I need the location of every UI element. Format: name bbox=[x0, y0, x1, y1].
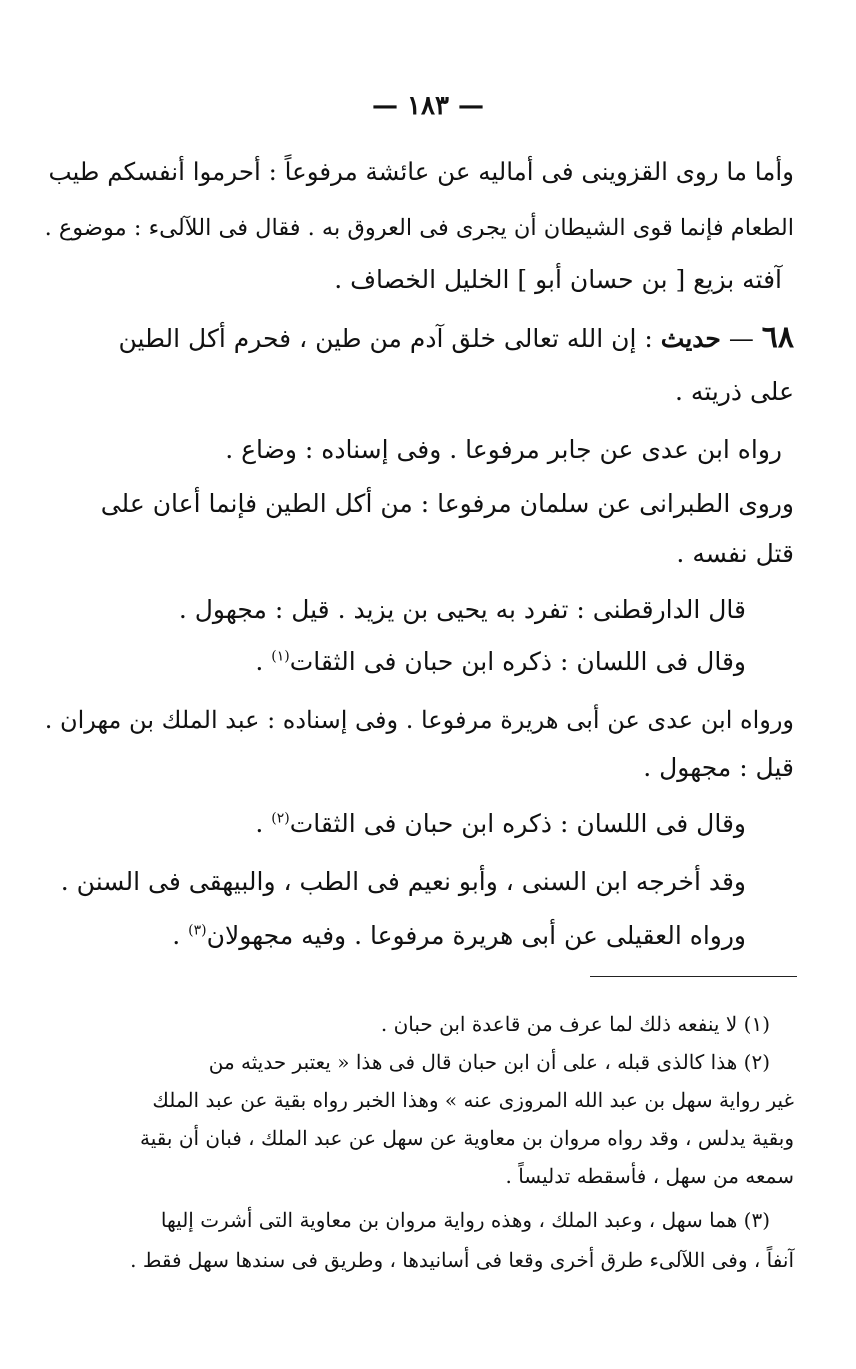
body-line-10 bbox=[255, 644, 746, 680]
body-line-11: ورواه ابن عدى عن أبى هريرة مرفوعا . وفى إسناده : عبد الملك بن مهران . bbox=[44, 706, 794, 734]
page-number: — ١٨٣ — bbox=[371, 91, 485, 121]
body-line-15-end: . bbox=[172, 921, 181, 950]
footnote-line-2: (٢) هذا كالذى قبله ، على أن ابن حبان قال فى هذا « يعتبر حديثه من bbox=[208, 1050, 770, 1074]
body-line-9: قال الدارقطنى : تفرد به يحيى بن يزيد . قيل : مجهول . bbox=[178, 595, 746, 624]
body-line-15-text: ورواه العقيلى عن أبى هريرة مرفوعا . وفيه مجهولان bbox=[206, 921, 746, 950]
hadith-dash: — bbox=[728, 324, 754, 353]
body-line-10-end: . bbox=[255, 647, 264, 676]
body-line-14: وقد أخرجه ابن السنى ، وأبو نعيم فى الطب ، والبيهقى فى السنن . bbox=[60, 867, 746, 896]
footnote-line-3: غير رواية سهل بن عبد الله المروزى عنه » وهذا الخبر رواه بقية عن عبد الملك bbox=[152, 1088, 794, 1112]
footnote-ref-2: (٢) bbox=[271, 810, 290, 827]
hadith-text: : إن الله تعالى خلق آدم من طين ، فحرم أكل الطين bbox=[118, 324, 653, 353]
footnote-ref-1: (١) bbox=[271, 648, 290, 665]
body-line-13 bbox=[255, 806, 746, 842]
body-line-8: قتل نفسه . bbox=[676, 539, 794, 568]
footnote-ref-3: (٣) bbox=[188, 922, 207, 939]
body-line-15 bbox=[172, 918, 746, 954]
body-line-12: قيل : مجهول . bbox=[643, 753, 794, 782]
body-line-13-text: وقال فى اللسان : ذكره ابن حبان فى الثقات bbox=[289, 809, 746, 838]
body-line-7: وروى الطبرانى عن سلمان مرفوعا : من أكل الطين فإنما أعان على bbox=[100, 489, 794, 518]
body-line-1: وأما ما روى القزوينى فى أماليه عن عائشة مرفوعاً : أحرموا أنفسكم طيب bbox=[48, 157, 794, 186]
body-line-2: الطعام فإنما قوى الشيطان أن يجرى فى العروق به . فقال فى اللآلىء : موضوع . bbox=[44, 215, 794, 241]
body-line-3: آفته بزيع [ بن حسان أبو ] الخليل الخصاف . bbox=[334, 265, 782, 294]
footnote-line-1: (١) لا ينفعه ذلك لما عرف من قاعدة ابن حبان . bbox=[380, 1012, 770, 1036]
footnote-line-5: سمعه من سهل ، فأسقطه تدليساً . bbox=[505, 1164, 794, 1188]
body-line-13-end: . bbox=[255, 809, 264, 838]
hadith-number: ٦٨ bbox=[761, 320, 794, 355]
body-line-5: على ذريته . bbox=[675, 377, 794, 406]
hadith-label: حديث bbox=[660, 324, 721, 353]
footnote-divider bbox=[590, 976, 797, 977]
footnote-line-7: آنفاً ، وفى اللآلىء طرق أخرى وقعا فى أسانيدها ، وطريق فى سندها سهل فقط . bbox=[130, 1248, 794, 1272]
body-line-10-text: وقال فى اللسان : ذكره ابن حبان فى الثقات bbox=[289, 647, 746, 676]
body-line-6: رواه ابن عدى عن جابر مرفوعا . وفى إسناده : وضاع . bbox=[225, 435, 782, 464]
footnote-line-6: (٣) هما سهل ، وعبد الملك ، وهذه رواية مروان بن معاوية التى أشرت إليها bbox=[160, 1208, 770, 1232]
hadith-heading-line bbox=[118, 320, 794, 357]
footnote-line-4: وبقية يدلس ، وقد رواه مروان بن معاوية عن سهل عن عبد الملك ، فبان أن بقية bbox=[140, 1126, 794, 1150]
